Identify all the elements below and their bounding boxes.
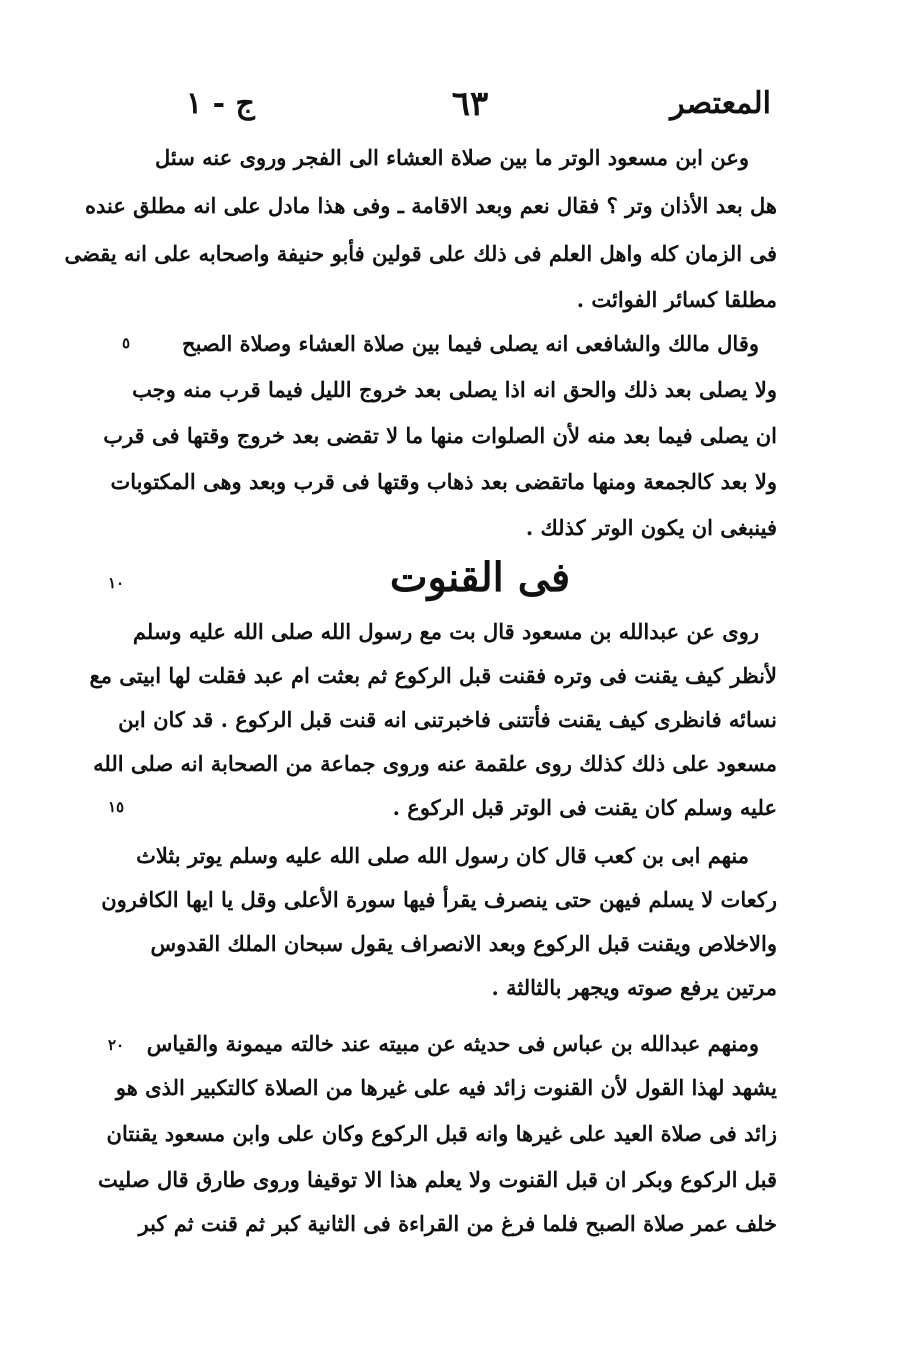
text-line: ولا يصلى بعد ذلك والحق انه اذا يصلى بعد خروج الليل فيما قرب منه وجب: [132, 377, 777, 402]
text-line: ركعات لا يسلم فيهن حتى ينصرف يقرأ فيها سورة الأعلى وقل يا ايها الكافرون: [101, 887, 777, 912]
text-line: روى عن عبدالله بن مسعود قال بت مع رسول الله صلى الله عليه وسلم: [132, 619, 759, 644]
text-line: هل بعد الأذان وتر ؟ فقال نعم وبعد الاقامة ـ وفى هذا مادل على انه مطلق عنده: [84, 193, 777, 218]
text-line: منهم ابى بن كعب قال كان رسول الله صلى الله عليه وسلم يوتر بثلاث: [136, 843, 749, 868]
text-line: مسعود على ذلك كذلك روى علقمة عنه وروى جماعة من الصحابة انه صلى الله: [93, 751, 777, 776]
text-line: زائد فى صلاة العيد على غيرها وانه قبل الركوع وكان على وابن مسعود يقنتان: [106, 1121, 777, 1146]
text-line: فى الزمان كله واهل العلم فى ذلك على قولين فأبو حنيفة واصحابه على انه يقضى: [64, 241, 777, 266]
running-title: المعتصر: [670, 86, 771, 121]
volume-label: ج - ١: [186, 86, 255, 121]
text-line: نسائه فانظرى كيف يقنت فأتتنى فاخبرتنى انه قنت قبل الركوع . قد كان ابن: [118, 707, 777, 732]
text-line: يشهد لهذا القول لأن القنوت زائد فيه على غيرها من الصلاة كالتكبير الذى هو: [115, 1075, 777, 1100]
text-line: مطلقا كسائر الفوائت .: [576, 287, 777, 312]
text-line: ولا بعد كالجمعة ومنها ماتقضى بعد ذهاب وقتها فى قرب وبعد وهى المكتوبات: [110, 469, 777, 494]
line-number-marker: ٢٠: [108, 1036, 125, 1054]
text-line: خلف عمر صلاة الصبح فلما فرغ من القراءة فى الثانية كبر ثم قنت ثم كبر: [138, 1211, 777, 1236]
text-line: ان يصلى فيما بعد منه لأن الصلوات منها ما لا تقضى بعد خروج وقتها فى قرب: [103, 423, 777, 448]
text-line: وقال مالك والشافعى انه يصلى فيما بين صلاة العشاء وصلاة الصبح: [182, 331, 759, 356]
text-line: مرتين يرفع صوته ويجهر بالثالثة .: [491, 975, 777, 1000]
page-number: ٦٣: [451, 84, 489, 124]
text-line: قبل الركوع وبكر ان قبل القنوت ولا يعلم هذا الا توقيفا وروى طارق قال صليت: [97, 1167, 777, 1192]
text-line: فينبغى ان يكون الوتر كذلك .: [525, 515, 777, 540]
line-number-marker: ٥: [122, 334, 131, 352]
text-line: ومنهم عبدالله بن عباس فى حديثه عن مبيته عند خالته ميمونة والقياس: [146, 1031, 759, 1056]
text-line: والاخلاص ويقنت قبل الركوع وبعد الانصراف يقول سبحان الملك القدوس: [150, 931, 777, 956]
line-number-marker: ١٠: [108, 574, 125, 592]
line-number-marker: ١٥: [108, 798, 125, 816]
text-line: عليه وسلم كان يقنت فى الوتر قبل الركوع .: [392, 795, 777, 820]
text-line: وعن ابن مسعود الوتر ما بين صلاة العشاء الى الفجر وروى عنه سئل: [155, 145, 749, 170]
section-heading: فى القنوت: [389, 554, 571, 601]
text-line: لأنظر كيف يقنت فى وتره فقنت قبل الركوع ثم بعثت ام عبد فقلت لها ابيتى مع: [89, 663, 777, 688]
